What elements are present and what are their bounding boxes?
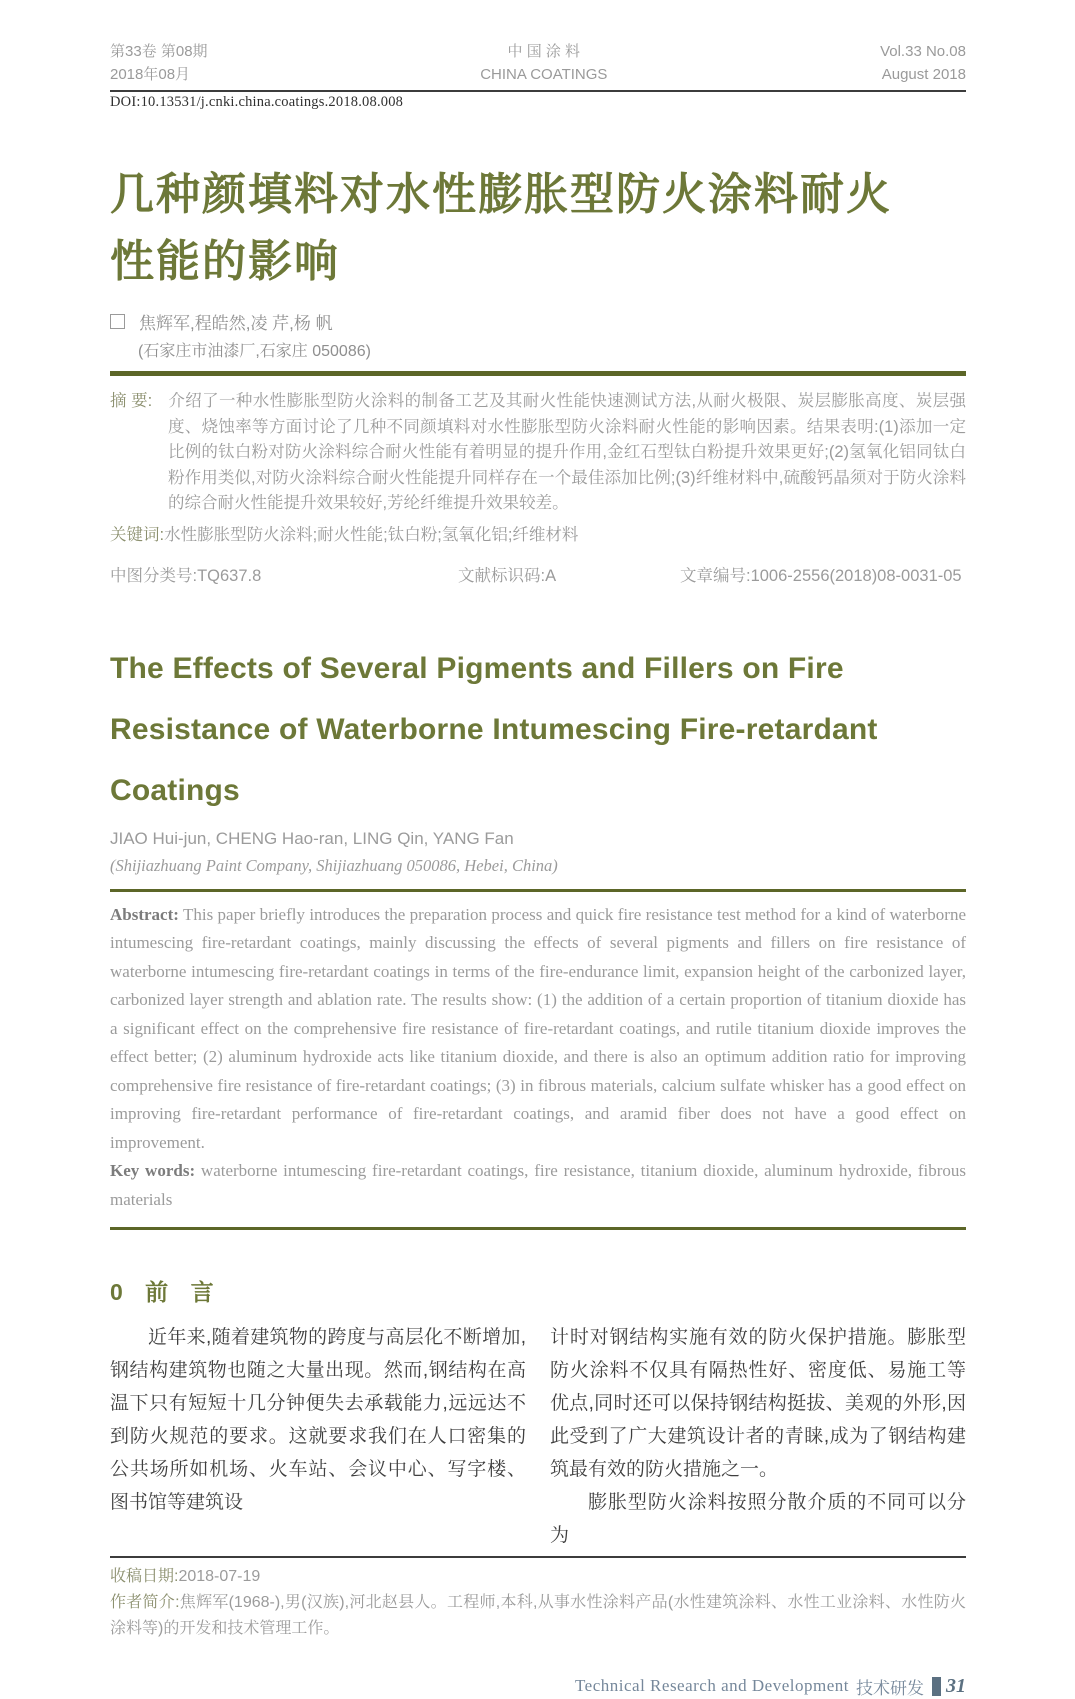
author-bio-text: 焦辉军(1968-),男(汉族),河北赵县人。工程师,本科,从事水性涂料产品(水性建筑涂料、水性工业涂料、水性防火涂料等)的开发和技术管理工作。	[110, 1593, 966, 1637]
article-title-en-line3: Coatings	[110, 774, 240, 807]
meta-row	[110, 562, 966, 586]
article-title-en	[110, 638, 966, 821]
authors-en: JIAO Hui-jun, CHENG Hao-ran, LING Qin, YANG Fan	[110, 829, 514, 848]
doi-text: DOI:10.13531/j.cnki.china.coatings.2018.08.008	[110, 94, 404, 110]
intro-paragraph-2: 膨胀型防火涂料按照分散介质的不同可以分为	[550, 1491, 966, 1546]
keywords-en	[110, 1157, 966, 1214]
authors-cn: 焦辉军,程皓然,凌 芹,杨 帆	[139, 314, 333, 333]
affiliation-en: (Shijiazhuang Paint Company, Shijiazhuang 050086, Hebei, China)	[110, 856, 558, 875]
authors-cn-row	[110, 309, 966, 334]
keywords-cn-label: 关键词:	[110, 525, 165, 544]
author-bio-label: 作者简介:	[110, 1593, 180, 1611]
page-footer	[110, 1674, 966, 1699]
footer-section-en: Technical Research and Development	[574, 1676, 849, 1695]
paper-page	[110, 0, 966, 1699]
article-title-en-line2: Resistance of Waterborne Intumescing Fire-retardant	[110, 713, 878, 746]
footnote-divider	[110, 1556, 966, 1558]
keywords-cn-text: 水性膨胀型防火涂料;耐火性能;钛白粉;氢氧化铝;纤维材料	[164, 525, 579, 544]
abstract-cn-text: 介绍了一种水性膨胀型防火涂料的制备工艺及其耐火性能快速测试方法,从耐火极限、炭层膨胀高度、炭层强度、烧蚀率等方面讨论了几种不同颜填料对水性膨胀型防火涂料耐火性能的影响因素。结果表明:(1)添加一定比例的钛白粉对防火涂料综合耐火性能有着明显的提升作用,金红石型钛白粉提升效果更好;(2)氢氧化铝同钛白粉作用类似,对防火涂料综合耐火性能提升同样存在一个最佳添加比例;(3)纤维材料中,硫酸钙晶须对于防火涂料的综合耐火性能提升效果较好,芳纶纤维提升效果较差。	[168, 392, 966, 512]
article-title-cn-line2: 性能的影响	[110, 237, 340, 286]
keywords-cn	[110, 523, 966, 549]
journal-name-en: CHINA COATINGS	[480, 66, 608, 83]
page-number: 31	[946, 1674, 966, 1697]
abstract-en-bottom-divider	[110, 1227, 966, 1230]
abstract-en-label: Abstract:	[110, 904, 179, 924]
article-title-cn	[110, 161, 966, 295]
intro-paragraph-1-cont: 计时对钢结构实施有效的防火保护措施。膨胀型防火涂料不仅具有隔热性好、密度低、易施工等优点,同时还可以保持钢结构挺拔、美观的外形,因此受到了广大建筑设计者的青睐,成为了钢结构建筑最有效的防火措施之一。	[550, 1326, 966, 1480]
keywords-en-text: waterborne intumescing fire-retardant coatings, fire resistance, titanium dioxide, aluminum hydroxide, fibrous materials	[110, 1161, 966, 1209]
article-id: 文章编号:1006-2556(2018)08-0031-05	[680, 567, 962, 585]
intro-paragraph-1: 近年来,随着建筑物的跨度与高层化不断增加,钢结构建筑物也随之大量出现。然而,钢结构在高温下只有短短十几分钟便失去承载能力,远远达不到防火规范的要求。这就要求我们在人口密集的公共场所如机场、火车站、会议中心、写字楼、图书馆等建筑设	[110, 1326, 526, 1513]
document-code: 文献标识码:A	[458, 567, 557, 585]
keywords-en-label: Key words:	[110, 1161, 196, 1180]
header-divider	[110, 90, 966, 92]
section-heading-intro: 0 前 言	[110, 1278, 222, 1305]
header-volume-issue-en	[880, 40, 966, 86]
intro-right-column	[550, 1321, 966, 1552]
title-block-divider	[110, 371, 966, 376]
article-title-en-line1: The Effects of Several Pigments and Fillers on Fire	[110, 652, 844, 685]
received-date-row	[110, 1564, 966, 1590]
header-journal-name	[480, 40, 607, 86]
journal-header	[110, 0, 966, 86]
author-bio-row	[110, 1590, 966, 1642]
header-date-cn: 2018年08月	[110, 66, 191, 83]
received-date-label: 收稿日期:	[110, 1567, 179, 1585]
clc-number: 中图分类号:TQ637.8	[110, 567, 262, 585]
header-date-en: August 2018	[881, 66, 966, 83]
header-volume-en: Vol.33 No.08	[880, 43, 966, 60]
abstract-en-top-divider	[110, 889, 966, 892]
header-volume-cn: 第33卷 第08期	[110, 43, 208, 60]
article-title-cn-line1: 几种颜填料对水性膨胀型防火涂料耐火	[110, 170, 892, 219]
square-bullet-icon	[110, 314, 125, 329]
abstract-en-text: This paper briefly introduces the preparation process and quick fire resistance test method for a kind of waterborne intumescing fire-retardant coatings, mainly discussing the effects of several pigments and fillers on fire resistance of waterborne intumescing fire-retardant coatings in terms of the fire-endurance limit, expansion height of the carbonized layer, carbonized layer strength and ablation rate. The results show: (1) the addition of a certain proportion of titanium dioxide has a significant effect on the comprehensive fire resistance of fire-retardant coatings, and rutile titanium dioxide improves the effect better; (2) aluminum hydroxide acts like titanium dioxide, and there is also an optimum addition ratio for improving comprehensive fire resistance of fire-retardant coatings; (3) in fibrous materials, calcium sulfate whisker has a good effect on improving fire-retardant performance of fire-retardant coatings, and aramid fiber does not have a good effect on improvement.	[110, 904, 966, 1152]
footer-section-cn: 技术研发	[856, 1678, 924, 1698]
intro-left-column	[110, 1321, 526, 1552]
abstract-en	[110, 901, 966, 1158]
affiliation-cn: (石家庄市油漆厂,石家庄 050086)	[138, 343, 371, 360]
footnotes	[110, 1564, 966, 1642]
footer-bar-icon	[932, 1677, 941, 1696]
journal-name-cn: 中 国 涂 料	[507, 43, 581, 60]
header-volume-issue	[110, 40, 208, 86]
received-date-value: 2018-07-19	[178, 1567, 261, 1585]
abstract-cn	[110, 389, 966, 517]
abstract-cn-label: 摘 要:	[110, 392, 153, 410]
intro-columns	[110, 1321, 966, 1552]
